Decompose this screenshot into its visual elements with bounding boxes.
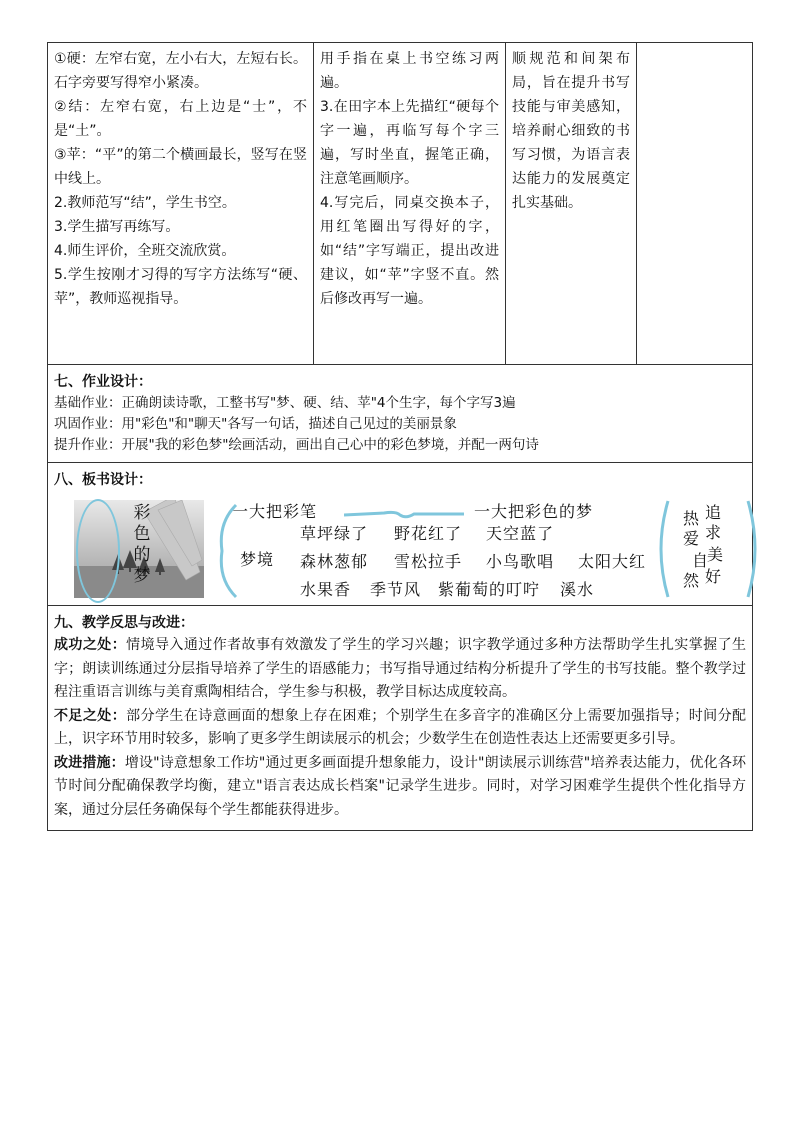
section-title-board: 八、板书设计： <box>54 472 152 488</box>
cell-paragraph: ②结：左窄右宽，右上边是“士”，不是“土”。 <box>54 99 307 139</box>
left-brace-icon <box>214 503 238 599</box>
right-char: 爱 <box>682 529 699 548</box>
board-phrase: 溪水 <box>560 580 595 599</box>
board-phrase: 太阳大红 <box>578 552 647 571</box>
cell-paragraph: 3.学生描写再练写。 <box>54 219 180 235</box>
board-phrase: 雪松拉手 <box>394 552 463 571</box>
board-vertical-title <box>132 503 152 587</box>
board-phrase: 草坪绿了 <box>300 524 369 543</box>
lack-paragraph <box>54 705 746 752</box>
cell-paragraph: 3.在田字本上先描红“硬每个字一遍，再临写每个字三遍，写时坐直，握笔正确，注意笔画顺序。 <box>320 99 499 187</box>
teacher-activity-cell <box>48 43 314 365</box>
improve-text: 增设"诗意想象工作坊"通过更多画面提升想象能力，设计"朗读展示训练营"培养表达能力，优化各环节时间分配确保教学均衡，建立"语言表达成长档案"记录学生进步。同时，对学习困难学生提供个性化指导方案，通过分层任务确保每个学生都能获得进步。 <box>54 754 746 818</box>
title-oval-frame <box>76 499 120 603</box>
empty-cell <box>637 43 753 365</box>
success-paragraph <box>54 634 746 705</box>
right-char: 美 <box>706 545 723 564</box>
title-char: 梦 <box>133 566 151 586</box>
success-label: 成功之处： <box>54 637 127 653</box>
right-char: 求 <box>704 523 721 542</box>
document-page <box>47 42 752 831</box>
homework-line: 巩固作业：用"彩色"和"聊天"各写一句话，描述自己见过的美丽景象 <box>54 416 457 432</box>
cell-paragraph: ③苹：“平”的第二个横画最长，竖写在竖中线上。 <box>54 147 307 187</box>
right-char: 然 <box>682 571 699 590</box>
section-title-homework: 七、作业设计： <box>54 374 152 390</box>
student-activity-cell <box>314 43 506 365</box>
writing-row <box>48 43 753 365</box>
cell-paragraph: 4.师生评价，全班交流欣赏。 <box>54 243 236 259</box>
cell-paragraph: 5.学生按刚才习得的写字方法练写“硬、苹”，教师巡视指导。 <box>54 267 307 307</box>
improve-paragraph <box>54 752 746 823</box>
board-text-top-left: 一大把彩笔 <box>232 502 318 521</box>
title-char: 色 <box>133 524 151 544</box>
cell-paragraph: 顺规范和间架布局，旨在提升书写技能与审美感知，培养耐心细致的书写习惯，为语言表达能力的发展奠定扎实基础。 <box>512 51 630 211</box>
reflection-row <box>48 606 753 831</box>
board-phrase: 季节风 <box>370 580 422 599</box>
design-intent-cell <box>506 43 637 365</box>
homework-line: 基础作业：正确朗读诗歌，工整书写"梦、硬、结、苹"4个生字，每个字写3遍 <box>54 395 516 411</box>
board-design <box>54 493 746 605</box>
board-row <box>48 463 753 606</box>
board-phrase: 天空蓝了 <box>486 524 555 543</box>
connector-line <box>344 509 464 519</box>
title-char: 彩 <box>133 503 151 523</box>
board-phrase: 紫葡萄的叮咛 <box>438 580 541 599</box>
lack-text: 部分学生在诗意画面的想象上存在困难；个别学生在多音字的准确区分上需要加强指导；时间分配上，识字环节用时较多，影响了更多学生朗读展示的机会；少数学生在创造性表达上还需要更多引导。 <box>54 707 747 747</box>
board-side-label: 梦境 <box>240 550 275 569</box>
board-text-top-right: 一大把彩色的梦 <box>474 502 594 521</box>
right-char: 热 <box>682 509 699 528</box>
section-title-reflection: 九、教学反思与改进： <box>54 615 194 631</box>
right-char: 追 <box>704 503 721 522</box>
homework-line: 提升作业：开展"我的彩色梦"绘画活动，画出自己心中的彩色梦境，并配一两句诗 <box>54 437 539 453</box>
improve-label: 改进措施： <box>54 754 125 771</box>
success-text: 情境导入通过作者故事有效激发了学生的学习兴趣；识字教学通过多种方法帮助学生扎实掌握了生字；朗读训练通过分层指导培养了学生的语感能力；书写指导通过结构分析提升了学生的书写技能。整个教学过程注重语言训练与美育熏陶相结合，学生参与积极，教学目标达成度较高。 <box>54 637 747 700</box>
homework-row <box>48 365 753 463</box>
cell-paragraph: 4.写完后，同桌交换本子，用红笔圈出写得好的字，如“结”字写端正，提出改进建议，如“苹”字竖不直。然后修改再写一遍。 <box>320 195 499 307</box>
board-phrase: 森林葱郁 <box>300 552 369 571</box>
lesson-plan-table <box>47 42 753 831</box>
lack-label: 不足之处： <box>54 707 127 724</box>
board-phrase: 野花红了 <box>394 524 463 543</box>
title-char: 的 <box>133 545 151 565</box>
right-char: 自 <box>691 551 708 570</box>
board-phrase: 水果香 <box>300 580 352 599</box>
cell-paragraph: ①硬：左窄右宽，左小右大，左短右长。石字旁要写得窄小紧凑。 <box>54 51 307 91</box>
right-char: 好 <box>704 567 721 586</box>
board-phrase: 小鸟歌唱 <box>486 552 555 571</box>
cell-paragraph: 2.教师范写“结”，学生书空。 <box>54 195 236 211</box>
cell-paragraph: 用手指在桌上书空练习两遍。 <box>320 51 499 91</box>
